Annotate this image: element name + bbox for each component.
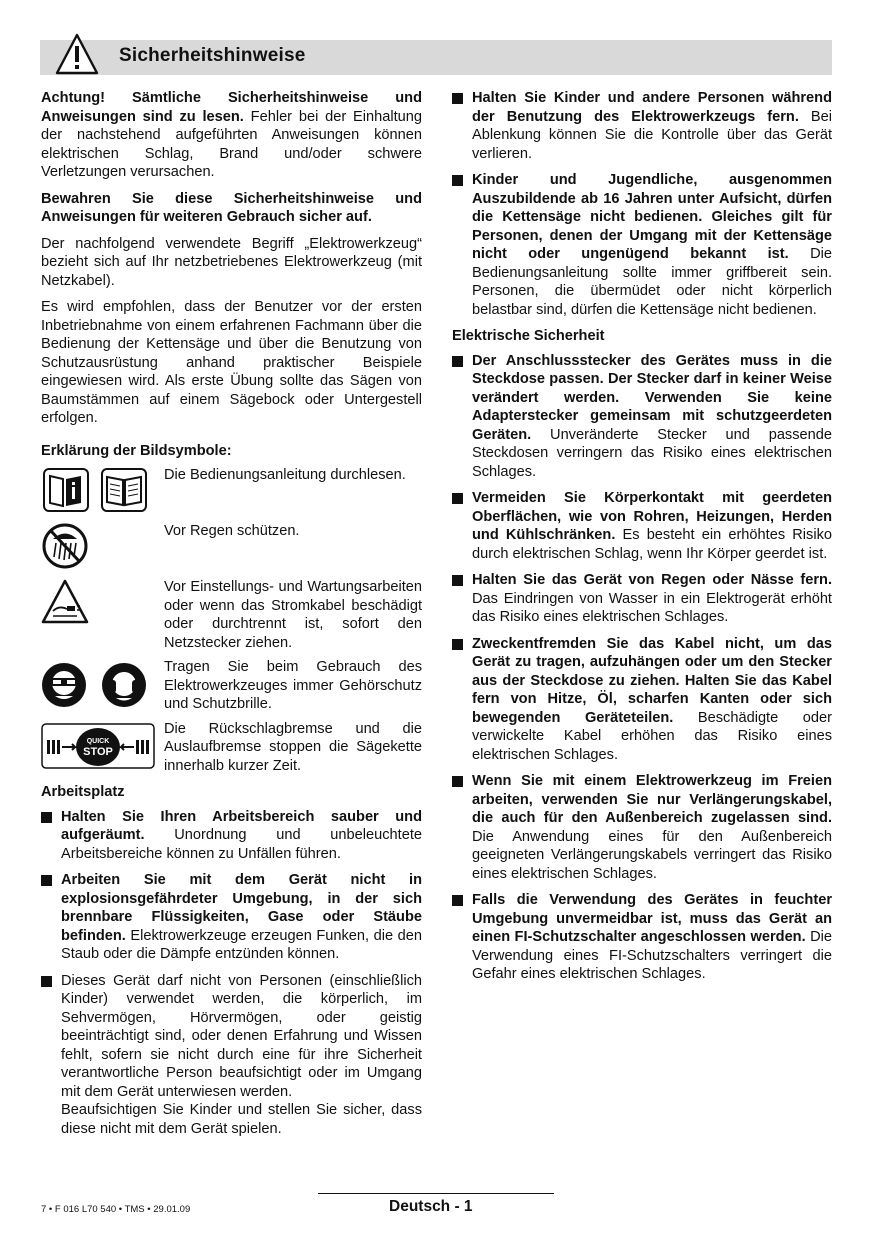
ear-protection-icon <box>101 662 147 708</box>
symbol-text-unplug: Vor Einstellungs- und Wartungsarbeiten oder wenn das Stromkabel beschädigt oder durchtrennt ist, sofort den Netzstecker ziehen. <box>164 579 422 651</box>
quick-label: QUICK <box>86 737 110 745</box>
symbol-text-protection: Tragen Sie beim Gebrauch des Elektrowerkzeuges immer Gehörschutz und Schutzbrille. <box>164 659 422 712</box>
warning-triangle-icon <box>55 33 99 75</box>
document-code: 7 • F 016 L70 540 • TMS • 29.01.09 <box>41 1204 191 1215</box>
footer-divider <box>318 1193 554 1194</box>
list-item: Vermeiden Sie Körperkontakt mit geerdeten Oberflächen, wie von Rohren, Heizungen, Herden und Kühlschränken. Es besteht ein erhöhtes Risiko durch elektrischen Schlag, wenn Ihr Körper geerdet ist. <box>452 489 832 563</box>
symbol-row-unplug <box>41 578 422 652</box>
workplace-heading: Arbeitsplatz <box>41 784 125 800</box>
list-item: Dieses Gerät darf nicht von Personen (einschließlich Kinder) verwendet werden, die körperlich, im Sehvermögen, Hörvermögen, oder geistig beeinträchtigt sind, oder denen Erfahrung und Wissen fehlt, sofern sie nicht durch eine für ihre Sicherheit verantwortliche Person beaufsichtigt oder im Umgang mit dem Gerät unterwiesen werden. Beaufsichtigen Sie Kinder und stellen Sie sicher, dass diese nicht mit dem Gerät spielen. <box>41 972 422 1139</box>
symbol-row-rain <box>41 522 422 572</box>
list-item: Falls die Verwendung des Gerätes in feuchter Umgebung unvermeidbar ist, muss das Gerät an einen FI-Schutzschalter angeschlossen werden. Die Verwendung eines FI-Schutzschalters verringert die Gefahr eines elektrischen Schlages. <box>452 891 832 984</box>
keep-instructions-paragraph: Bewahren Sie diese Sicherheitshinweise und Anweisungen für weiteren Gebrauch sicher auf. <box>41 190 422 225</box>
symbol-text-rain: Vor Regen schützen. <box>164 523 300 539</box>
eye-protection-icon <box>41 662 87 708</box>
unplug-warning-icon <box>41 578 91 626</box>
symbols-heading: Erklärung der Bildsymbole: <box>41 442 232 459</box>
left-column <box>41 89 422 1146</box>
symbol-row-quickstop <box>41 720 422 776</box>
info-manual-icon <box>41 466 91 514</box>
list-item: Halten Sie das Gerät von Regen oder Nässe fern. Das Eindringen von Wasser in ein Elektrogerät erhöht das Risiko eines elektrischen Schlages. <box>452 571 832 627</box>
intro-paragraph: Achtung! Sämtliche Sicherheitshinweise und Anweisungen sind zu lesen. Fehler bei der Einhaltung der nachstehend aufgeführten Anweisungen können elektrischen Schlag, Brand und/oder schwere Verletzungen verursachen. <box>41 90 422 180</box>
symbol-row-manual <box>41 466 422 516</box>
list-item: Halten Sie Ihren Arbeitsbereich sauber und aufgeräumt. Unordnung und unbeleuchtete Arbeitsbereiche können zu Unfällen führen. <box>41 808 422 864</box>
no-rain-icon <box>41 522 91 570</box>
recommendation-paragraph: Es wird empfohlen, dass der Benutzer vor der ersten Inbetriebnahme von einem erfahrenen Fachmann über die Bedienung der Kettensäge und über die Benutzung von Schutzausrüstung anhand praktischer Beispiele eingewiesen wird. Als erste Übung sollte das Sägen von Baumstämmen auf einem Sägebock oder Untergestell erfolgen. <box>41 299 422 426</box>
book-manual-icon <box>99 466 149 514</box>
page-label: Deutsch - 1 <box>389 1198 473 1215</box>
symbol-text-quickstop: Die Rückschlagbremse und die Auslaufbremse stoppen die Sägekette innerhalb kurzer Zeit. <box>164 720 422 774</box>
list-item: Halten Sie Kinder und andere Personen während der Benutzung des Elektrowerkzeugs fern. Bei Ablenkung können Sie die Kontrolle über das Gerät verlieren. <box>452 89 832 163</box>
list-item: Kinder und Jugendliche, ausgenommen Auszubildende ab 16 Jahren unter Aufsicht, dürfen die Kettensäge nicht bedienen. Gleiches gilt für Personen, denen der Umgang mit der Kettensäge nicht oder ungenügend bekannt ist. Die Bedienungsanleitung sollte immer griffbereit sein. Personen, die übermüdet oder nicht körperlich belastbar sind, dürfen die Kettensäge nicht bedienen. <box>452 171 832 319</box>
symbol-text-manual: Die Bedienungsanleitung durchlesen. <box>164 467 406 483</box>
symbol-row-protection <box>41 658 422 714</box>
term-paragraph: Der nachfolgend verwendete Begriff „Elektrowerkzeug“ bezieht sich auf Ihr netzbetriebenes Elektrowerkzeug (mit Netzkabel). <box>41 235 422 289</box>
stop-label: STOP <box>83 745 113 758</box>
list-item: Arbeiten Sie mit dem Gerät nicht in explosionsgefährdeter Umgebung, in der sich brennbare Flüssigkeiten, Gase oder Stäube befinden. Elektrowerkzeuge erzeugen Funken, die den Staub oder die Dämpfe entzünden können. <box>41 871 422 964</box>
list-item: Der Anschlussstecker des Gerätes muss in die Steckdose passen. Der Stecker darf in keiner Weise verändert werden. Verwenden Sie keine Adapterstecker gemeinsam mit schutzgeerdeten Geräten. Unveränderte Stecker und passende Steckdosen verringern das Risiko eines elektrischen Schlages. <box>452 352 832 482</box>
page-title: Sicherheitshinweise <box>119 45 306 66</box>
quick-stop-icon <box>41 720 155 772</box>
list-item: Zweckentfremden Sie das Kabel nicht, um das Gerät zu tragen, aufzuhängen oder um den Stecker aus der Steckdose zu ziehen. Halten Sie das Kabel fern von Hitze, Öl, scharfen Kanten oder sich bewegenden Geräteteilen. Beschädigte oder verwickelte Kabel erhöhen das Risiko eines elektrischen Schlages. <box>452 635 832 765</box>
electrical-safety-heading: Elektrische Sicherheit <box>452 328 605 344</box>
list-item: Wenn Sie mit einem Elektrowerkzeug im Freien arbeiten, verwenden Sie nur Verlängerungskabel, die auch für den Außenbereich zugelassen sind. Die Anwendung eines für den Außenbereich geeigneten Verlängerungskabels verringert das Risiko eines elektrischen Schlages. <box>452 772 832 883</box>
right-column <box>452 89 832 992</box>
section-header <box>40 40 832 75</box>
